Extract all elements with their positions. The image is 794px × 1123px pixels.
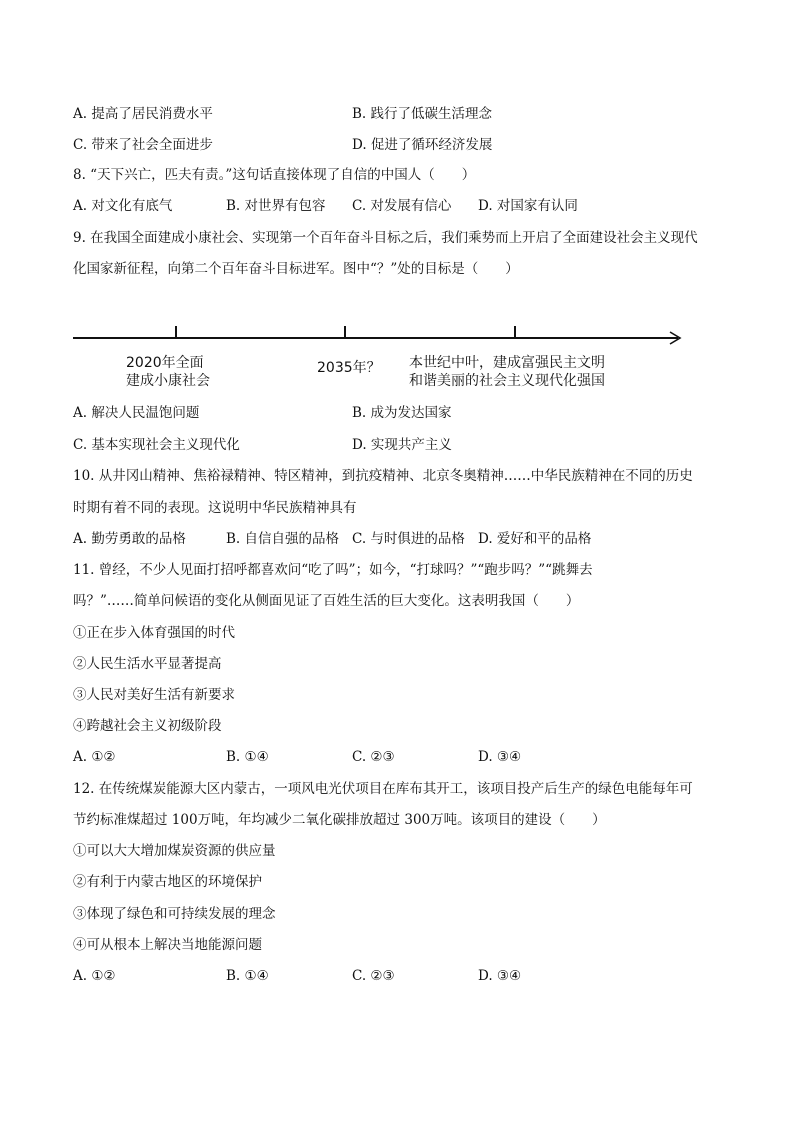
- q10-stem-line1: 10. 从井冈山精神、焦裕禄精神、特区精神，到抗疫精神、北京冬奥精神……中华民族精神在不同的历史: [73, 468, 693, 484]
- q8-stem: 8. “天下兴亡，匹夫有责。”这句话直接体现了自信的中国人（ ）: [73, 167, 476, 183]
- q10-option-b: B. 自信自强的品格: [226, 531, 340, 547]
- q12-item-1: ①可以大大增加煤炭资源的供应量: [73, 843, 276, 859]
- timeline-label-2020-line1: 2020年全面: [126, 355, 204, 371]
- timeline-label-midcentury-line1: 本世纪中叶，建成富强民主文明: [409, 355, 605, 371]
- q11-stem-line1: 11. 曾经，不少人见面打招呼都喜欢问“吃了吗”；如今，“打球吗？”“跑步吗？”“跳舞去: [73, 562, 593, 578]
- q11-option-c: C. ②③: [352, 749, 395, 765]
- q9-option-d: D. 实现共产主义: [352, 437, 452, 453]
- q12-stem-line2: 节约标准煤超过 100万吨，年均减少二氧化碳排放超过 300万吨。该项目的建设（ ）: [73, 812, 606, 828]
- q10-option-a: A. 勤劳勇敢的品格: [73, 531, 186, 547]
- q9-timeline: [0, 320, 794, 360]
- q10-option-d: D. 爱好和平的品格: [478, 531, 592, 547]
- q12-item-3: ③体现了绿色和可持续发展的理念: [73, 906, 276, 922]
- q8-option-c: C. 对发展有信心: [352, 198, 452, 214]
- q9-option-c: C. 基本实现社会主义现代化: [73, 437, 240, 453]
- q12-stem-line1: 12. 在传统煤炭能源大区内蒙古，一项风电光伏项目在库布其开工，该项目投产后生产的绿色电能每年可: [73, 781, 693, 797]
- q8-option-b: B. 对世界有包容: [226, 198, 326, 214]
- q12-item-4: ④可从根本上解决当地能源问题: [73, 937, 262, 953]
- q8-option-a: A. 对文化有底气: [73, 198, 173, 214]
- q11-item-1: ①正在步入体育强国的时代: [73, 625, 235, 641]
- q11-option-d: D. ③④: [478, 749, 522, 765]
- q10-option-c: C. 与时俱进的品格: [352, 531, 465, 547]
- q11-stem-line2: 吗？”……简单问候语的变化从侧面见证了百姓生活的巨大变化。这表明我国（ ）: [73, 593, 580, 609]
- q9-stem-line1: 9. 在我国全面建成小康社会、实现第一个百年奋斗目标之后，我们乘势而上开启了全面建设社会主义现代: [73, 230, 698, 246]
- q10-stem-line2: 时期有着不同的表现。这说明中华民族精神具有: [73, 500, 357, 516]
- timeline-label-2020-line2: 建成小康社会: [126, 373, 210, 389]
- q9-option-a: A. 解决人民温饱问题: [73, 405, 200, 421]
- q9-option-b: B. 成为发达国家: [352, 405, 452, 421]
- q11-item-3: ③人民对美好生活有新要求: [73, 687, 235, 703]
- q11-option-a: A. ①②: [73, 749, 116, 765]
- q12-option-a: A. ①②: [73, 968, 116, 984]
- q12-item-2: ②有利于内蒙古地区的环境保护: [73, 874, 262, 890]
- q12-option-c: C. ②③: [352, 968, 395, 984]
- timeline-label-midcentury-line2: 和谐美丽的社会主义现代化强国: [409, 373, 605, 389]
- q7-option-b: B. 践行了低碳生活理念: [352, 106, 493, 122]
- q8-option-d: D. 对国家有认同: [478, 198, 578, 214]
- q7-option-a: A. 提高了居民消费水平: [73, 106, 213, 122]
- q12-option-b: B. ①④: [226, 968, 269, 984]
- q12-option-d: D. ③④: [478, 968, 522, 984]
- q7-option-d: D. 促进了循环经济发展: [352, 137, 493, 153]
- q11-item-4: ④跨越社会主义初级阶段: [73, 718, 222, 734]
- q11-item-2: ②人民生活水平显著提高: [73, 656, 222, 672]
- q9-stem-line2: 化国家新征程，向第二个百年奋斗目标进军。图中“？”处的目标是（ ）: [73, 261, 519, 277]
- q11-option-b: B. ①④: [226, 749, 269, 765]
- timeline-label-2035: 2035年？: [317, 360, 381, 376]
- q7-option-c: C. 带来了社会全面进步: [73, 137, 213, 153]
